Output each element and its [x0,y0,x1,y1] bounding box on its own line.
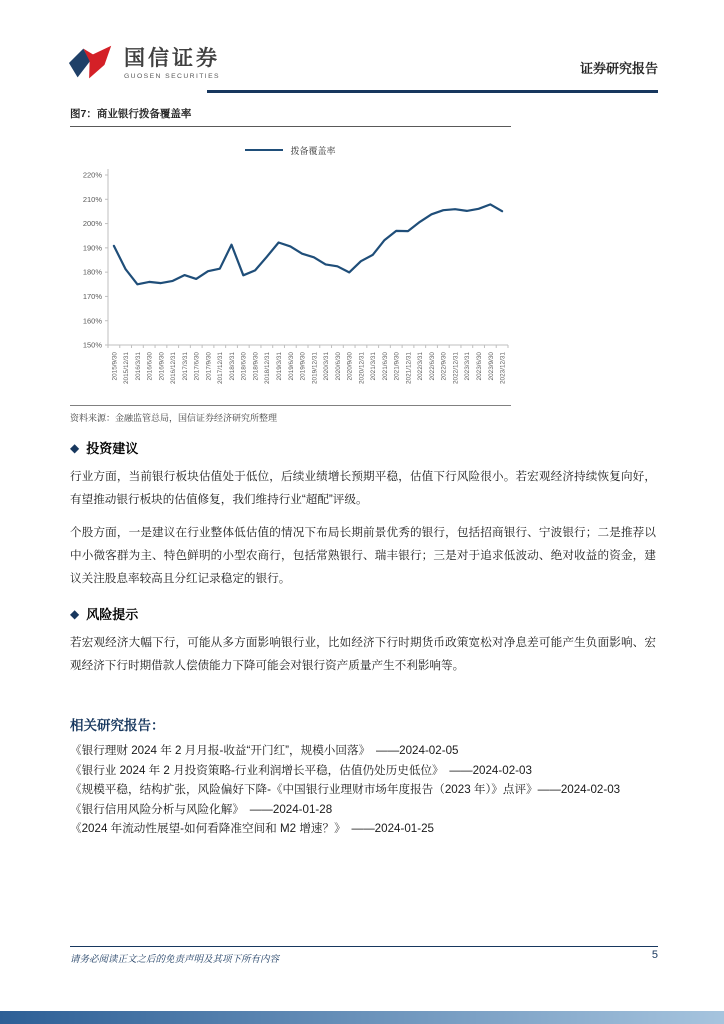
x-tick-label: 2021/12/31 [405,352,413,384]
x-tick-label: 2020/12/31 [358,352,366,384]
x-tick-label: 2022/6/30 [428,352,436,381]
x-tick-label: 2022/12/31 [452,352,460,384]
related-report-link[interactable]: 《规模平稳，结构扩张，风险偏好下降-《中国银行业理财市场年度报告（2023 年）》点评》——2024-02-03 [70,783,621,796]
x-tick-label: 2017/3/31 [181,352,189,381]
paragraph: 若宏观经济大幅下行，可能从多方面影响银行业，比如经济下行时期货币政策宽松对净息差可能产生负面影响、宏观经济下行时期借款人偿债能力下降可能会对银行资产质量产生不利影响等。 [70,636,656,672]
x-tick-label: 2020/3/31 [323,352,331,381]
x-tick-label: 2019/6/30 [287,352,295,381]
y-tick-label: 210% [82,194,102,204]
report-body [70,438,656,687]
diamond-bullet-icon: ◆ [70,606,80,621]
x-tick-label: 2019/3/31 [275,352,283,381]
section-heading-label: 投资建议 [86,441,139,456]
y-tick-label: 170% [82,292,102,302]
legend-line-swatch [245,149,283,151]
x-tick-label: 2023/9/30 [487,352,495,381]
x-tick-label: 2018/9/30 [252,352,260,381]
brand-name-en: GUOSEN SECURITIES [124,72,220,80]
x-tick-label: 2023/6/30 [475,352,483,381]
y-tick-label: 190% [82,243,102,253]
related-reports-list [70,741,664,839]
y-tick-label: 150% [82,340,102,350]
x-tick-label: 2016/6/30 [146,352,154,381]
section-heading-label: 风险提示 [86,607,139,622]
brand-name-cn: 国信证券 [124,46,220,70]
figure-title: 图7：商业银行拨备覆盖率 [70,106,511,127]
related-report-link[interactable]: 《银行业 2024 年 2 月投资策略-行业利润增长平稳，估值仍处历史低位》 ——2024-02-03 [70,763,532,777]
x-tick-label: 2015/12/31 [123,352,131,384]
coverage-ratio-line [114,204,502,284]
y-tick-label: 220% [82,170,102,180]
x-tick-label: 2020/6/30 [334,352,342,381]
x-tick-label: 2018/3/31 [228,352,236,381]
y-tick-label: 200% [82,219,102,229]
footer-divider [70,946,658,947]
x-tick-label: 2021/9/30 [393,352,401,381]
provision-coverage-chart [70,159,511,403]
brand-logo [68,42,220,84]
x-tick-label: 2020/9/30 [346,352,354,381]
x-tick-label: 2017/6/30 [193,352,201,381]
x-tick-label: 2019/12/31 [311,352,319,384]
header-divider [207,90,658,93]
related-report-link[interactable]: 《2024 年流动性展望-如何看降准空间和 M2 增速？》 ——2024-01-25 [70,822,434,835]
x-tick-label: 2018/12/31 [264,352,272,384]
section-heading-risk-warning [70,604,656,623]
section-heading-investment-advice [70,438,656,457]
y-tick-label: 160% [82,316,102,326]
paragraph: 个股方面，一是建议在行业整体低估值的情况下布局长期前景优秀的银行，包括招商银行、宁波银行；二是推荐以中小微客群为主、特色鲜明的小型农商行，包括常熟银行、瑞丰银行；三是对于追求低波动、绝对收益的资金，建议关注股息率较高且分红记录稳定的银行。 [70,526,656,585]
related-report-link[interactable]: 《银行信用风险分析与风险化解》 ——2024-01-28 [70,802,333,816]
related-report-link[interactable]: 《银行理财 2024 年 2 月月报-收益“开门红”，规模小回落》 ——2024-02-05 [70,744,459,757]
x-tick-label: 2016/3/31 [134,352,142,381]
figure-source: 资料来源：金融监管总局，国信证券经济研究所整理 [70,405,511,424]
document-type-label: 证券研究报告 [579,61,658,76]
x-tick-label: 2017/9/30 [205,352,213,381]
related-reports-heading: 相关研究报告： [70,718,165,733]
x-tick-label: 2021/3/31 [370,352,378,381]
x-tick-label: 2019/9/30 [299,352,307,381]
x-tick-label: 2015/9/30 [111,352,119,381]
figure-block [70,106,511,424]
x-tick-label: 2021/6/30 [381,352,389,381]
page-number: 5 [651,949,658,961]
x-tick-label: 2016/12/31 [170,352,178,384]
x-tick-label: 2017/12/31 [217,352,225,384]
bottom-accent-bar [0,1011,724,1024]
guosen-logo-icon [68,42,116,84]
paragraph: 行业方面，当前银行板块估值处于低位，后续业绩增长预期平稳，估值下行风险很小。若宏观经济持续恢复向好，有望推动银行板块的估值修复，我们维持行业“超配”评级。 [70,470,656,506]
y-tick-label: 180% [82,267,102,277]
related-reports [70,714,664,839]
chart-legend [70,144,511,156]
x-tick-label: 2023/12/31 [499,352,507,384]
legend-label: 拨备覆盖率 [290,145,336,156]
diamond-bullet-icon: ◆ [70,440,80,455]
footer-disclaimer: 请务必阅读正文之后的免责声明及其项下所有内容 [70,954,280,965]
x-tick-label: 2018/6/30 [240,352,248,381]
brand-text [124,47,220,80]
x-tick-label: 2023/3/31 [464,352,472,381]
x-tick-label: 2022/3/31 [417,352,425,381]
x-tick-label: 2016/9/30 [158,352,166,381]
x-tick-label: 2022/9/30 [440,352,448,381]
